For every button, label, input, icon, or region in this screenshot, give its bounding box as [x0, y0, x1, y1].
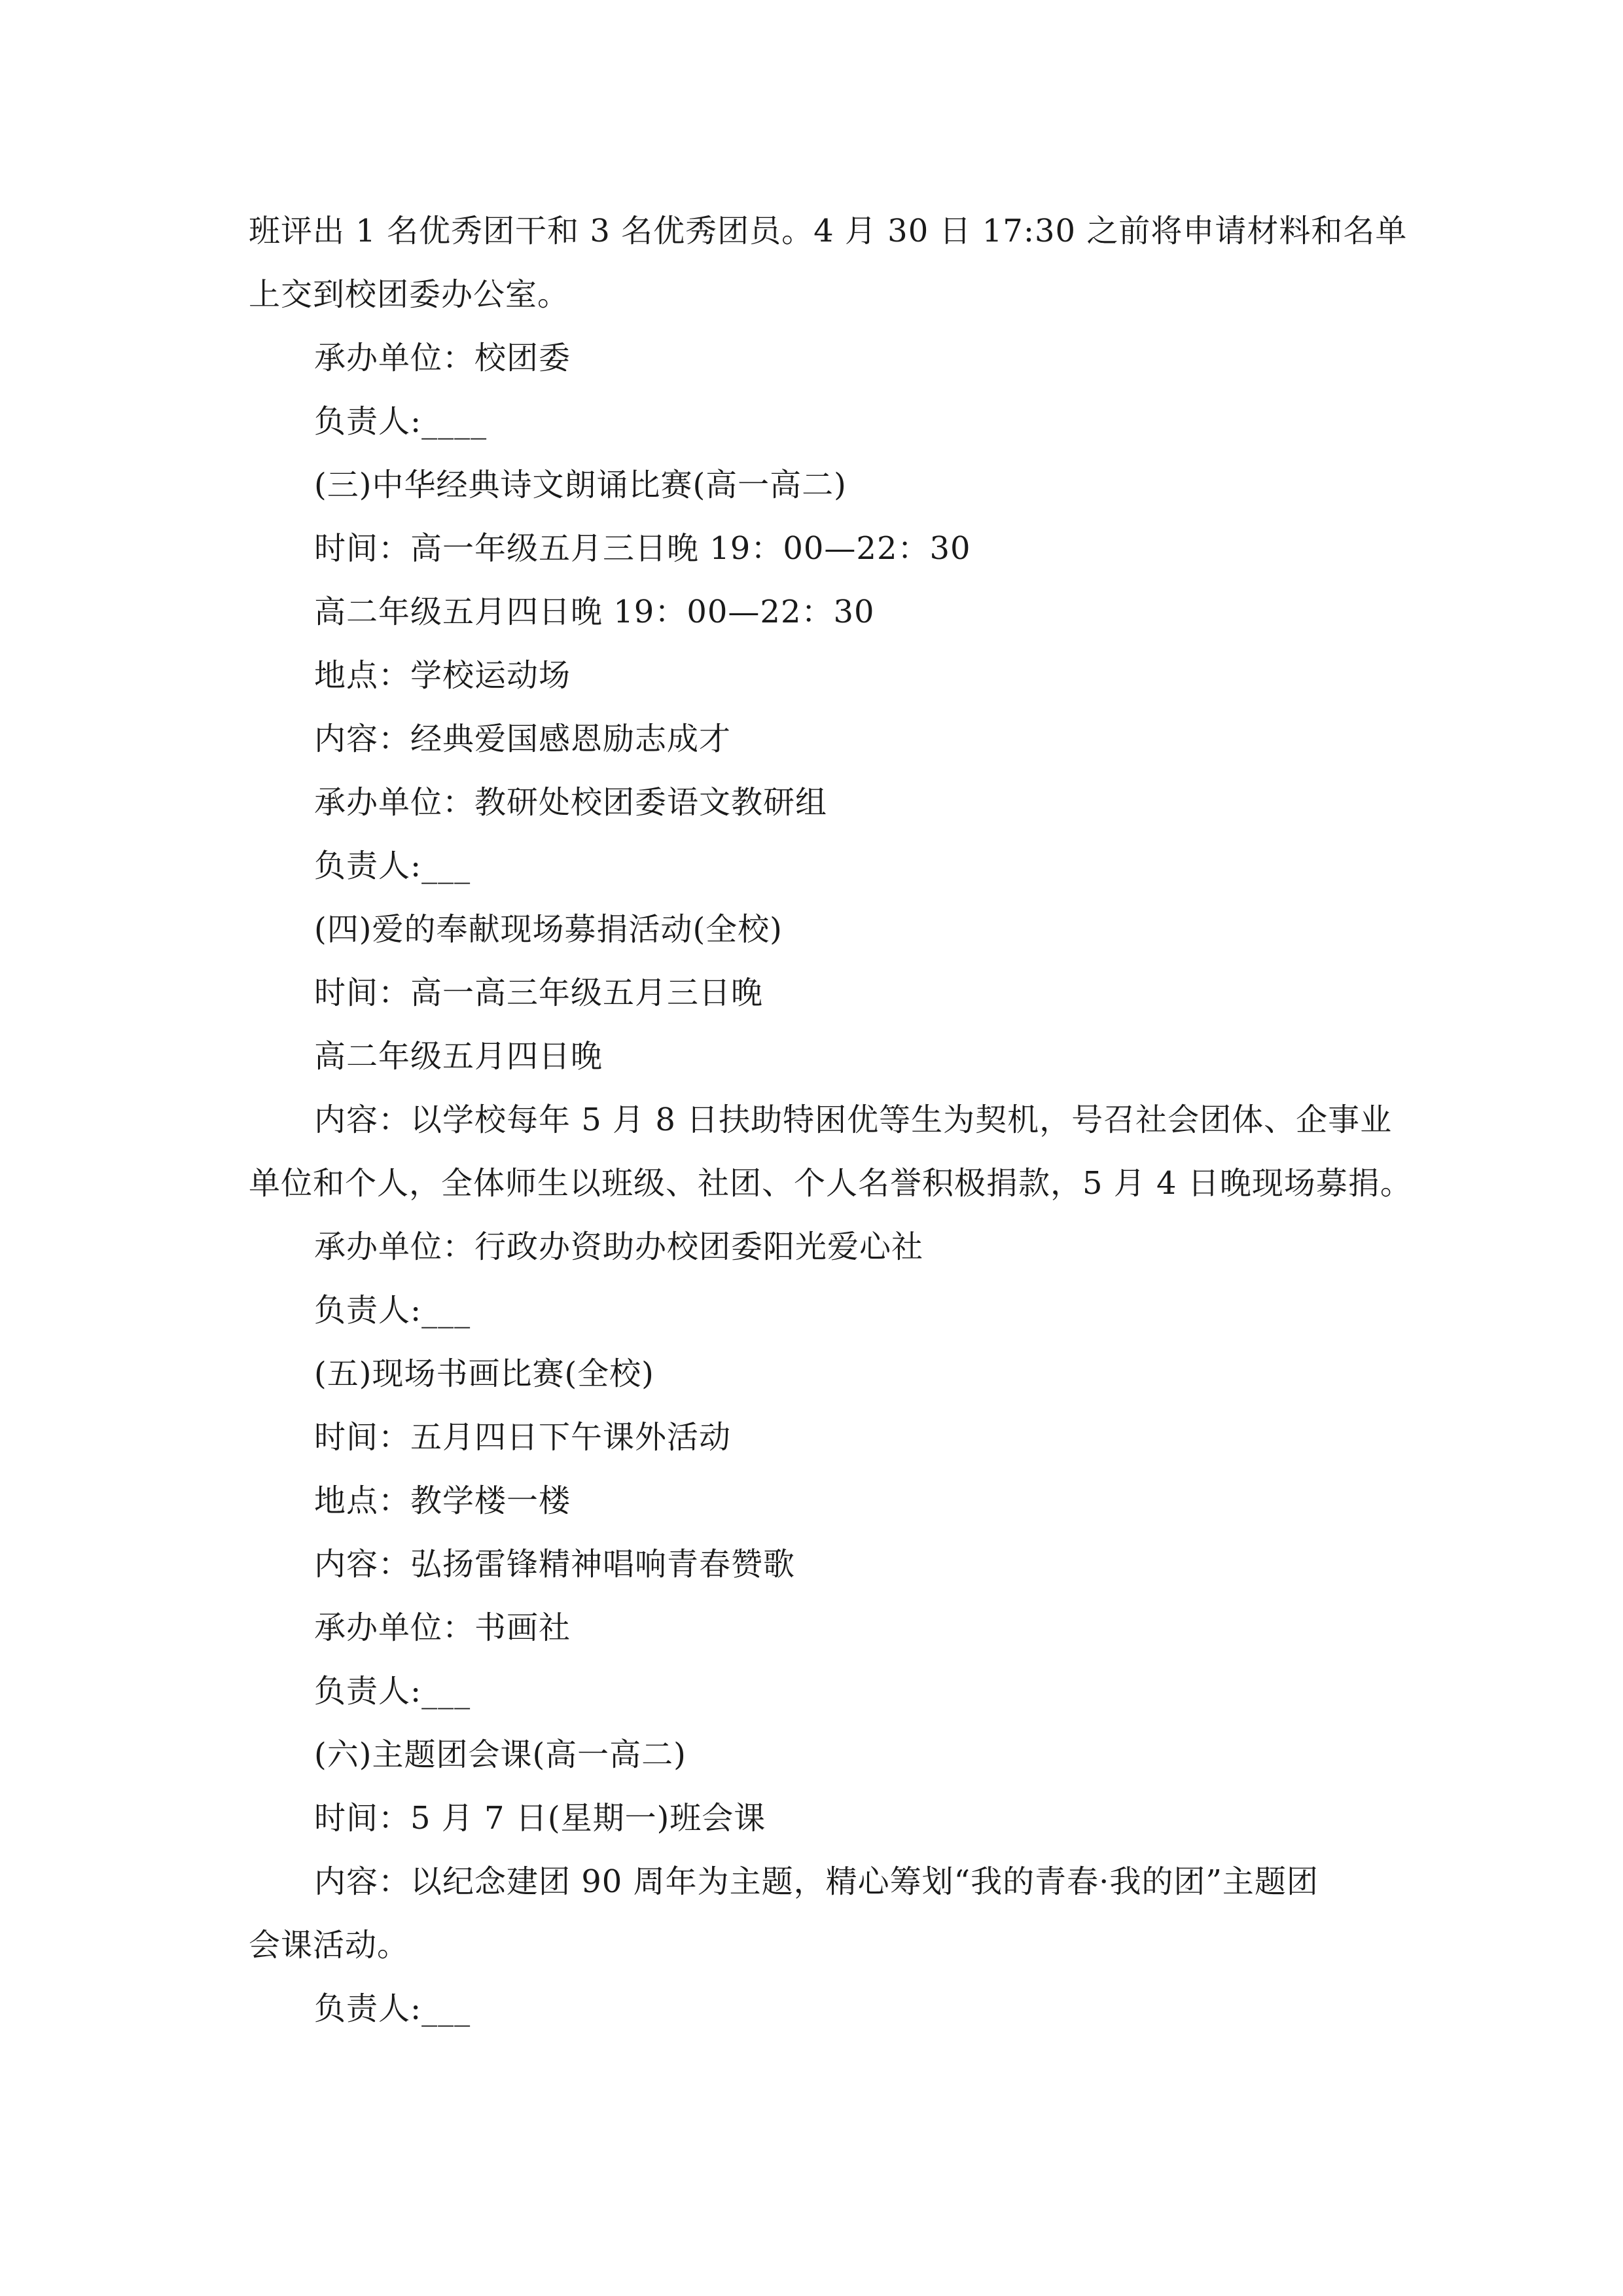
person-in-charge-line: 负责人:___ [314, 1990, 471, 2027]
time-line: 时间：5 月 7 日(星期一)班会课 [314, 1800, 766, 1837]
organizer-line: 承办单位：行政办资助办校团委阳光爱心社 [314, 1229, 924, 1265]
paragraph-line: 上交到校团委办公室。 [249, 276, 570, 313]
content-line: 内容：以纪念建团 90 周年为主题，精心筹划“我的青春·我的团”主题团 [314, 1863, 1319, 1900]
organizer-line: 承办单位：教研处校团委语文教研组 [314, 784, 828, 821]
time-line: 时间：五月四日下午课外活动 [314, 1419, 732, 1456]
organizer-line: 承办单位：书画社 [314, 1609, 571, 1646]
paragraph-line: 班评出 1 名优秀团干和 3 名优秀团员。4 月 30 日 17:30 之前将申请材料和名单 [249, 213, 1408, 249]
time-line: 高二年级五月四日晚 19：00—22：30 [314, 594, 875, 630]
organizer-line: 承办单位：校团委 [314, 340, 571, 376]
section-heading-5: (五)现场书画比赛(全校) [314, 1355, 654, 1392]
paragraph-line: 会课活动。 [249, 1927, 410, 1964]
location-line: 地点：学校运动场 [314, 657, 571, 694]
time-line: 时间：高一年级五月三日晚 19：00—22：30 [314, 530, 971, 567]
paragraph-line: 单位和个人，全体师生以班级、社团、个人名誉积极捐款，5 月 4 日晚现场募捐。 [249, 1165, 1412, 1202]
location-line: 地点：教学楼一楼 [314, 1482, 571, 1519]
content-line: 内容：以学校每年 5 月 8 日扶助特困优等生为契机，号召社会团体、企事业 [314, 1102, 1393, 1138]
person-in-charge-line: 负责人:____ [314, 403, 488, 440]
content-line: 内容：弘扬雷锋精神唱响青春赞歌 [314, 1546, 796, 1583]
person-in-charge-line: 负责人:___ [314, 848, 471, 884]
time-line: 高二年级五月四日晚 [314, 1038, 603, 1075]
section-heading-6: (六)主题团会课(高一高二) [314, 1736, 687, 1773]
section-heading-3: (三)中华经典诗文朗诵比赛(高一高二) [314, 467, 847, 503]
document-body [249, 200, 1412, 2041]
person-in-charge-line: 负责人:___ [314, 1292, 471, 1329]
time-line: 时间：高一高三年级五月三日晚 [314, 975, 764, 1011]
content-line: 内容：经典爱国感恩励志成才 [314, 721, 732, 757]
section-heading-4: (四)爱的奉献现场募捐活动(全校) [314, 911, 783, 948]
person-in-charge-line: 负责人:___ [314, 1673, 471, 1710]
